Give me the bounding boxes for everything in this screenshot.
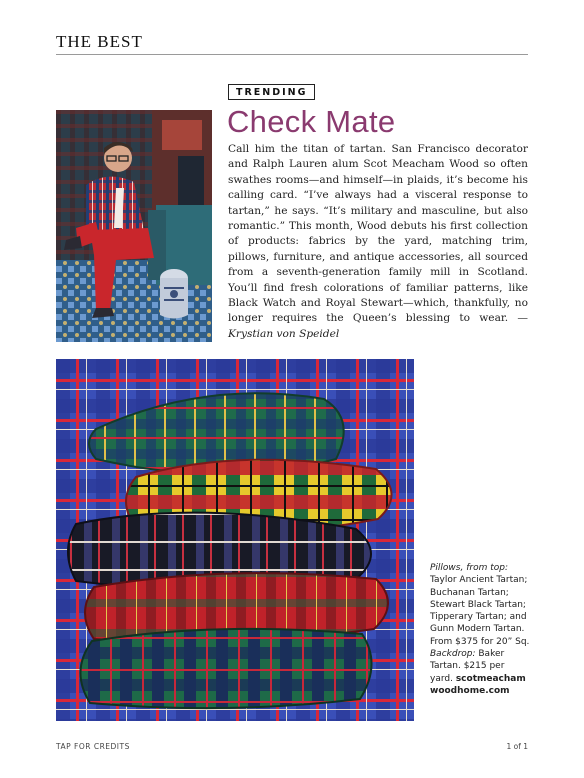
tartan-pillows-photo (56, 359, 414, 721)
designer-portrait-photo (56, 110, 212, 342)
caption-label: Pillows, from top: (430, 563, 508, 573)
trending-badge: TRENDING (228, 84, 315, 100)
caption-url-link[interactable]: scotmeachamwoodhome.com (430, 673, 526, 696)
article-body (228, 142, 528, 342)
section-title: THE BEST (56, 32, 143, 51)
article-headline: Check Mate (227, 104, 396, 139)
photo-caption (430, 562, 530, 697)
caption-text: Taylor Ancient Tartan; Buchanan Tartan; Stewart Black Tartan; Tipperary Tartan; and Gunn Modern Tartan. From $375 for 20” Sq. (430, 575, 530, 647)
article-byline: —Krystian von Speidel (228, 312, 528, 340)
caption-backdrop-text: Baker Tartan. $215 per yard. (430, 649, 505, 684)
page-indicator: 1 of 1 (506, 742, 528, 751)
tap-for-credits-link[interactable]: TAP FOR CREDITS (56, 742, 130, 751)
article-body-text: Call him the titan of tartan. San Francisco decorator and Ralph Lauren alum Scot Meacham Wood so often swathes rooms—and himself—in plaids, it’s become his calling card. “I’ve always had a visceral response to tartan,” he says. “It’s military and masculine, but also romantic.” This month, Wood debuts his first collection of products: fabrics by the yard, matching trim, pillows, furniture, and antique accessories, all sourced from a seventh-generation family mill in Scotland. You’ll find fresh colorations of familiar patterns, like Black Watch and Royal Stewart—which, thankfully, no longer requires the Queen’s blessing to wear. (228, 143, 528, 325)
header-rule (56, 54, 528, 55)
caption-backdrop-label: Backdrop: (430, 649, 476, 660)
